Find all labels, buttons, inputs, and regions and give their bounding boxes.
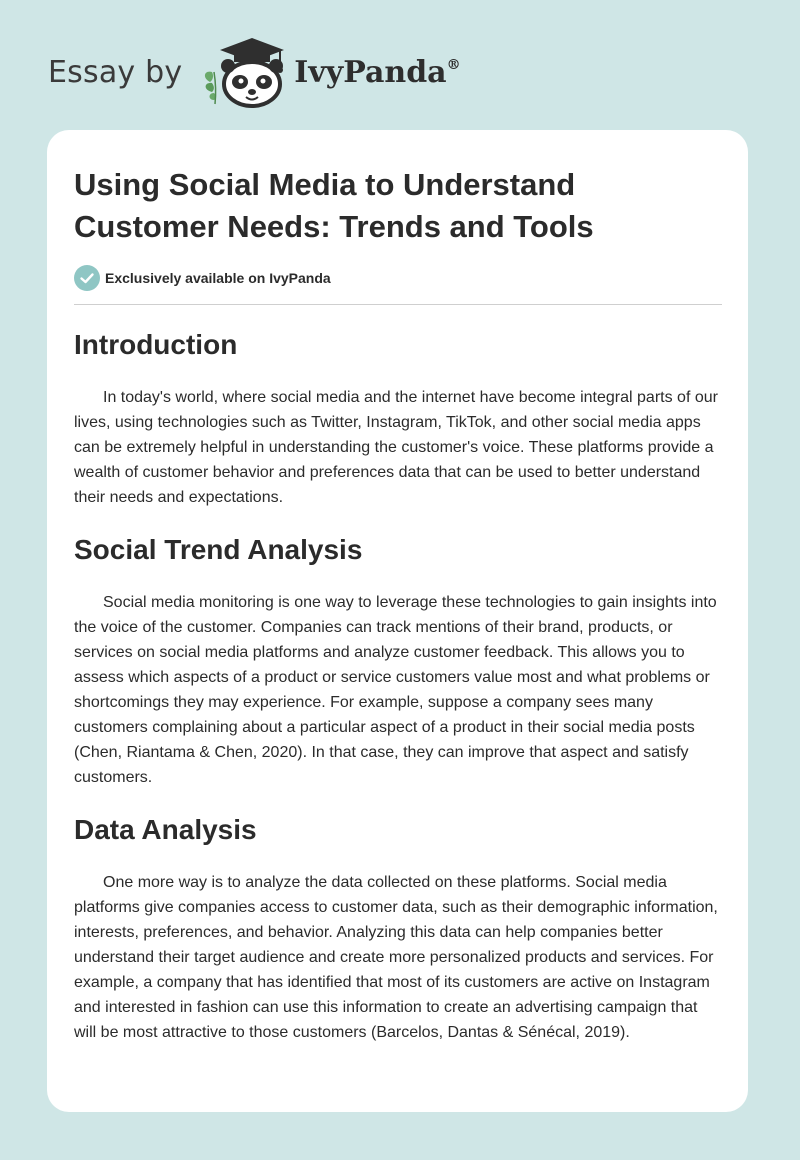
page-title: Using Social Media to Understand Customer Needs: Trends and Tools — [74, 167, 594, 244]
section-paragraph: In today's world, where social media and the internet have become integral parts of our lives, using technologies such as Twitter, Instagram, TikTok, and other social media apps can be extremely helpful in understanding the customer's voice. These platforms provide a wealth of customer behavior and preferences data that can be used to better understand their needs and expectations. — [74, 389, 718, 506]
panda-graduate-icon[interactable] — [200, 34, 288, 110]
divider — [74, 304, 722, 305]
essay-card — [47, 130, 748, 1112]
site-header — [48, 34, 461, 110]
section-introduction — [74, 327, 722, 510]
check-circle-icon — [74, 265, 100, 291]
essay-content — [74, 164, 722, 1045]
section-heading: Data Analysis — [74, 814, 257, 845]
exclusive-label: Exclusively available on IvyPanda — [105, 270, 331, 286]
section-paragraph: One more way is to analyze the data collected on these platforms. Social media platforms give companies access to customer data, such as their demographic information, interests, preferences, and behavior. Analyzing this data can help companies better understand their target audience and create more personalized products and services. For example, a company that has identified that most of its customers are active on Instagram and interested in fashion can use this information to create an advertising campaign that will be most attractive to those customers (Barcelos, Dantas & Sénécal, 2019). — [74, 874, 718, 1041]
exclusive-badge — [74, 265, 722, 291]
section-heading: Introduction — [74, 329, 238, 360]
section-social-trend-analysis — [74, 532, 722, 790]
section-paragraph: Social media monitoring is one way to leverage these technologies to gain insights into the voice of the customer. Companies can track mentions of their brand, products, or services on social media platforms and analyze customer feedback. This allows you to assess which aspects of a product or service customers value most and what problems or shortcomings they may experience. For example, suppose a company sees many customers complaining about a particular aspect of a product in their social media posts (Chen, Riantama & Chen, 2020). In that case, they can improve that aspect and satisfy customers. — [74, 594, 717, 786]
section-data-analysis — [74, 812, 722, 1045]
brand-name[interactable]: IvyPanda® — [294, 54, 461, 90]
section-heading: Social Trend Analysis — [74, 534, 363, 565]
essay-by-label: Essay by — [48, 54, 183, 90]
